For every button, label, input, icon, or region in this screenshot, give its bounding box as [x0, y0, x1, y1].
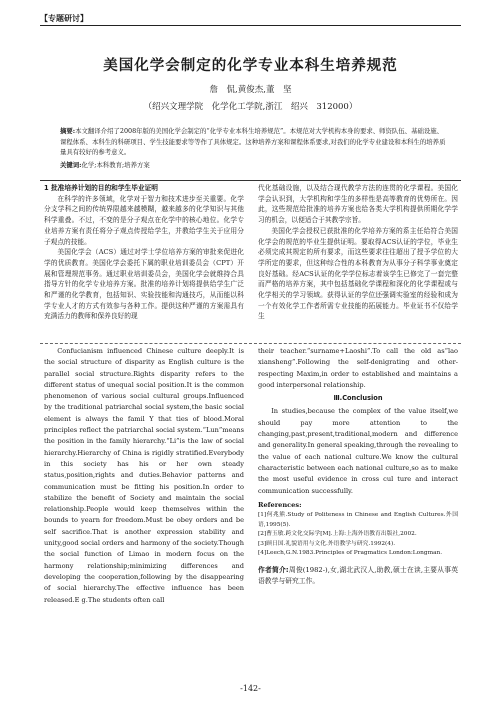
article-separator [40, 343, 461, 344]
header-rule [40, 25, 461, 26]
keywords-text: 化学;本科教育;培养方案 [81, 161, 150, 169]
paragraph: 美国化学会授权已获批准的化学培养方案的系主任给符合美国化学会的规范的毕业生提供证明。要取得ACS认证的学位，毕业生必须完成其规定的所有要求，而这些要求往往超出了授予学位的大学所定的要求，但这种综合性的本科教育为从事分子科学事业奠定良好基础。经ACS认证的化学学位标志着该学生已修完了一套完整而严格的培养方案，其中包括基础化学课程和深化的化学课程或与化学相关的学习领域。获得认证的学位还强调实验室的经验和成为一个有效化学工作者所需专业技能的拓展能力。毕业证书不仅给学生 [258, 226, 458, 321]
paragraph: their teacher.“surname+Laoshi”.To call the old as“lao xiansheng”.Following the self-denigrating and other-respecting Maxim,in order to established and maintains a good interpersonal relationship. [258, 347, 458, 389]
reference-item: [3]顾日国.礼貌语用与文化.外语教学与研究.1992(4). [258, 540, 396, 547]
chinese-column-right [258, 183, 458, 322]
abstract-label: 摘要: [60, 127, 76, 135]
reference-item: [4]Leech,G.N.1983.Principles of Pragmatics London:Longman. [258, 550, 443, 557]
reference-item: [2]曹玉敏.跨文化交际学[M].上海:上海外语教育出版社,2002. [258, 531, 417, 538]
section-1-heading: 1 批准培养计划的目的和学生毕业证明 [44, 184, 158, 192]
reference-item: [1]何兆熊.Study of Politeness in Chinese and English Cultures.外国语,1995(5). [258, 512, 458, 528]
english-column-left [44, 346, 244, 606]
paragraph: 美国化学会（ACS）通过对学士学位培养方案的审批来促进化学的优质教育。美国化学会委托下属的职业培训委员会（CPT）开展和管理规范事务。通过职业培训委员会，美国化学会就维持合具指导方针的化学专业培养方案。批准的培养计划将提供给学生广泛和严谨的化学教育，包括知识、实验技能和沟通技巧，从而能以科学专业人才的方式有效参与各种工作。提供这种严谨的方案需具有充满活力的教师和保养良好的现 [44, 248, 244, 321]
abstract-text: 本文翻译介绍了2008年版的美国化学会制定的“化学专业本科生培养规范”。本规范对大学机构本身的要求、师资队伍、基础设施、课程体系、本科生的科研项目、学生技能要求等等作了具体规定。这种培养方案和课程体系要求,对我们的化学专业建设和本科生的培养质量具有较好的参考意义。 [60, 127, 446, 156]
author-note [258, 565, 458, 587]
paragraph: In studies,because the complex of the value itself,we should pay more attention to the changing,past,present,traditional,modern and difference and generality.In general speaking,through the revealing to the value of each national culture.We know the cultural characteristic between each national culture,so as to make the most useful evidence in cross cul ture and interact communication successfully. [258, 407, 459, 495]
chinese-column-left [44, 183, 244, 322]
paragraph: 代化基础设施，以及结合现代教学方法的连贯的化学课程。美国化学会认识到，大学机构和学生的多样性是高等教育的优势所在。因此，这些规范给批准的培养方案也给各类大学机构提供所期化学学习的机会，以便适合于其教学宗旨。 [258, 184, 458, 225]
article-title: 美国化学会制定的化学专业本科生培养规范 [103, 57, 398, 74]
paragraph: 在科学的许多领域，化学对于智力和技术进步至关重要。化学分支学科之间的传统界限越来越模糊，越来越多的化学知识与其他科学重叠。不过，不变的是分子观点在化学中的核心地位。化学专业培养方案有责任将分子观点传授给学生，并教给学生关于应用分子观点的技能。 [44, 194, 244, 246]
references-heading: References: [258, 500, 302, 509]
abstract-divider [40, 180, 461, 181]
page-number: -142- [240, 684, 261, 693]
keywords-label: 关键词: [60, 161, 82, 169]
article-affiliation: （绍兴文理学院 化学化工学院,浙江 绍兴 312000） [143, 102, 358, 112]
keywords [60, 160, 448, 170]
author-note-text: 周俊(1982-),女,湖北武汉人,助教,硕士在读,主要从事英语教学与研究工作。 [258, 565, 458, 585]
journal-header [40, 14, 461, 26]
paragraph: Confucianism influenced Chinese culture deeply.It is the social structure of disparity as English culture is the parallel social structure.Rights disparity refers to the different status of unequal social position.It is the common phenomenon of various social cultural groups.Influenced by the traditional patriarchal social system,the basic social element is always the famil Y that ties of blood.Moral principles reflect the patriarchal social system.“Lun”means the position in the family hierarchy.“Li”is the law of social hierarchy.Hierarchy of China is rigidly stratified.Everybody in this society has his or her own steady status,position,rights and duties.Behavior patterns and communication must be fitting his position.In order to stabilize the benefit of Society and maintain the social relationship.People would keep themselves within the bounds to yearn for freedom.Must be obey orders and be self sacrifice.That is another expression stability and unity,good social orders and harmony of the society.Though the social function of Limao in modern focus on the harmony relationship;minimizing differences and developing the cooperation,following by the disappearing of social hierarchy.The effective influence has been released.E g.The students often call [44, 347, 244, 604]
english-column-right [258, 346, 458, 587]
abstract [60, 126, 448, 158]
conclusion-heading: Ⅲ.Conclusion [333, 394, 383, 403]
author-note-label: 作者简介: [258, 565, 289, 574]
article-authors: 詹 侃,黄俊杰,董 坚 [209, 85, 292, 95]
section-tag: 【专题研讨】 [40, 14, 88, 23]
